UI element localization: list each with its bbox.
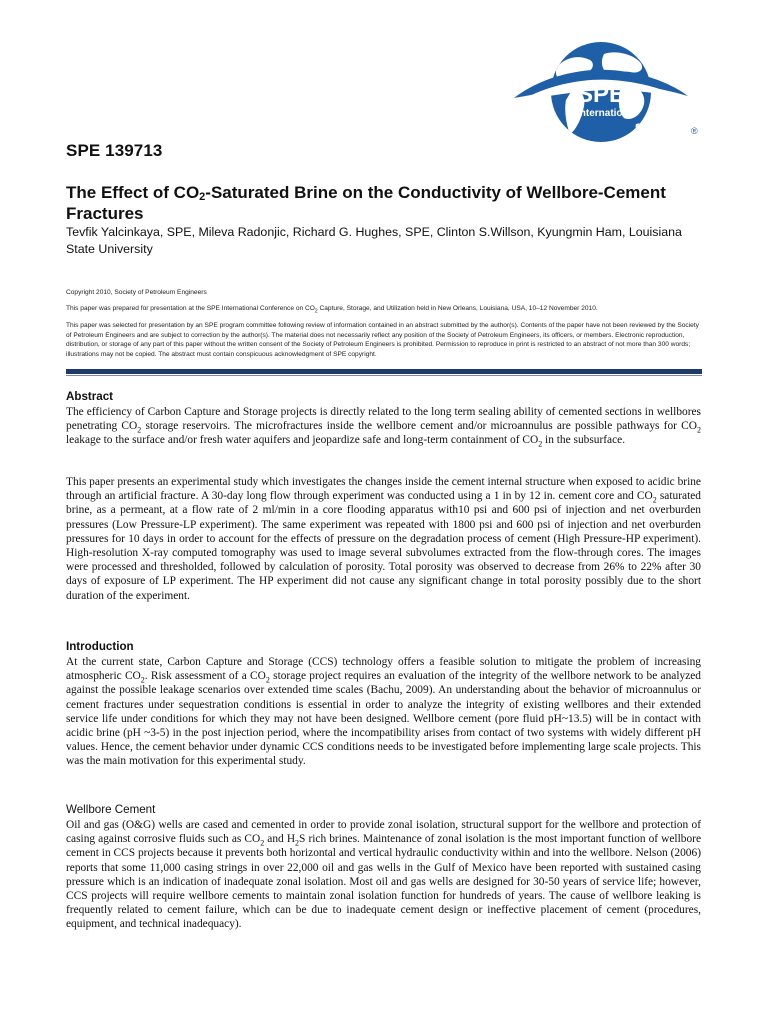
abstract-paragraph-2: This paper presents an experimental study which investigates the changes inside the cement internal structure when exposed to acidic brine through an artificial fracture. A 30-day long flow through experiment was conducted using a 1 in by 12 in. cement core and $CO_2$ saturated brine, as a permeant, at a flow rate of 2 ml/min in a core flooding apparatus with10 psi and 600 psi of injection and net overburden pressures (Low Pressure-LP experiment). The same experiment was repeated with 1800 psi and 600 psi of injection and net overburden pressures for 10 days in order to account for the effects of pressure on the degradation process of cement (High Pressure-HP experiment). High-resolution X-ray computed tomography was used to image several subvolumes extracted from the flow-through cores. The images were processed and thresholded, followed by calculation of porosity. Total porosity was observed to decrease from 26% to 22% after 30 days of exposure of LP experiment. The HP experiment did not cause any significant change in total porosity possibly due to the short duration of the experiment. (66, 476, 701, 602)
introduction-heading: Introduction (66, 640, 134, 653)
author-list: Tevfik Yalcinkaya, SPE, Mileva Radonjic, Richard G. Hughes, SPE, Clinton S.Willson, Kyungmin Ham, Louisiana State University (66, 225, 682, 256)
header-divider (66, 369, 702, 374)
copyright-line: Copyright 2010, Society of Petroleum Engineers (66, 289, 207, 296)
abstract-paragraph-1: The efficiency of Carbon Capture and Storage projects is directly related to the long term sealing ability of cemented sections in wellbores penetrating $CO_2$ storage reservoirs. The microfractures inside the wellbore cement and/or microannulus are possible pathways for $CO_2$ leakage to the surface and/or fresh water aquifers and jeopardize safe and long-term containment of $CO_2$ in the subsurface. (66, 406, 701, 449)
presentation-note: This paper was prepared for presentation at the SPE International Conference on $CO_2$ Capture, Storage, and Utilization held in New Orleans, Louisiana, USA, 10–12 November 2010. (66, 305, 598, 315)
paper-title: The Effect of $CO_2$-Saturated Brine on the Conductivity of Wellbore-Cement Fractures (66, 183, 666, 223)
wellbore-cement-paragraph-1: Oil and gas (O&G) wells are cased and cemented in order to provide zonal isolation, structural support for the wellbore and protection of casing against corrosive fluids such as $CO_2$ and $H_2S$ rich brines. Maintenance of zonal isolation is the most important function of wellbore cement in CCS projects because it prevents both horizontal and vertical hydraulic conductivity within and into the wellbore. Nelson (2006) reports that some 11,000 casing strings in over 22,000 oil and gas wells in the Gulf of Mexico have been reported with sustained casing pressure which is an indication of inadequate zonal isolation. Most oil and gas wells are designed for 30-50 years of service life; however, CCS projects will require wellbore cements to maintain zonal isolation function for hundreds of years. The cause of wellbore leaking is frequently related to cement failure, which can be due to inadequate cement design or ineffective placement of cement (procedures, equipment, and technical inadequacy). (66, 819, 702, 931)
review-disclaimer: This paper was selected for presentation by an SPE program committee following review of information contained in an abstract submitted by the author(s). Contents of the paper have not been reviewed by the Society of Petroleum Engineers and are subject to correction by the author(s). The material does not necessarily reflect any position of the Society of Petroleum Engineers, its officers, or members. Electronic reproduction, distribution, or storage of any part of this paper without the written consent of the Society of Petroleum Engineers is prohibited. Permission to reproduce in print is restricted to an abstract of not more than 300 words; illustrations may not be copied. The abstract must contain conspicuous acknowledgment of SPE copyright. (66, 322, 699, 358)
wellbore-cement-heading: Wellbore Cement (66, 803, 156, 816)
spe-international-logo (512, 40, 690, 144)
paper-number: SPE 139713 (66, 141, 163, 160)
logo-international-text: International (576, 108, 638, 119)
introduction-paragraph-1: At the current state, Carbon Capture and Storage (CCS) technology offers a feasible solution to mitigate the problem of increasing atmospheric $CO_2$. Risk assessment of a $CO_2$ storage project requires an evaluation of the integrity of the wellbore network to be analyzed against the possible leakage scenarios over extended time scales (Bachu, 2009). An understanding about the behavior of microannulus or cement fractures under sequestration conditions is essential in order to analyze the integrity of existing wellbores and their extended service life under conditions for which they may not have been designed. Wellbore cement (pore fluid pH~13.5) will be in contact with acidic brine (pH ~3-5) in the post injection period, where the incompatibility arises from contact of two systems with widely different pH values. Hence, the cement behavior under dynamic CCS conditions needs to be investigated before implementing large scale projects. This was the main motivation for this experimental study. (66, 656, 701, 768)
registered-mark: ® (691, 126, 698, 136)
abstract-heading: Abstract (66, 390, 114, 403)
logo-spe-text: SPE (576, 81, 626, 108)
header-divider-thin (66, 375, 702, 376)
